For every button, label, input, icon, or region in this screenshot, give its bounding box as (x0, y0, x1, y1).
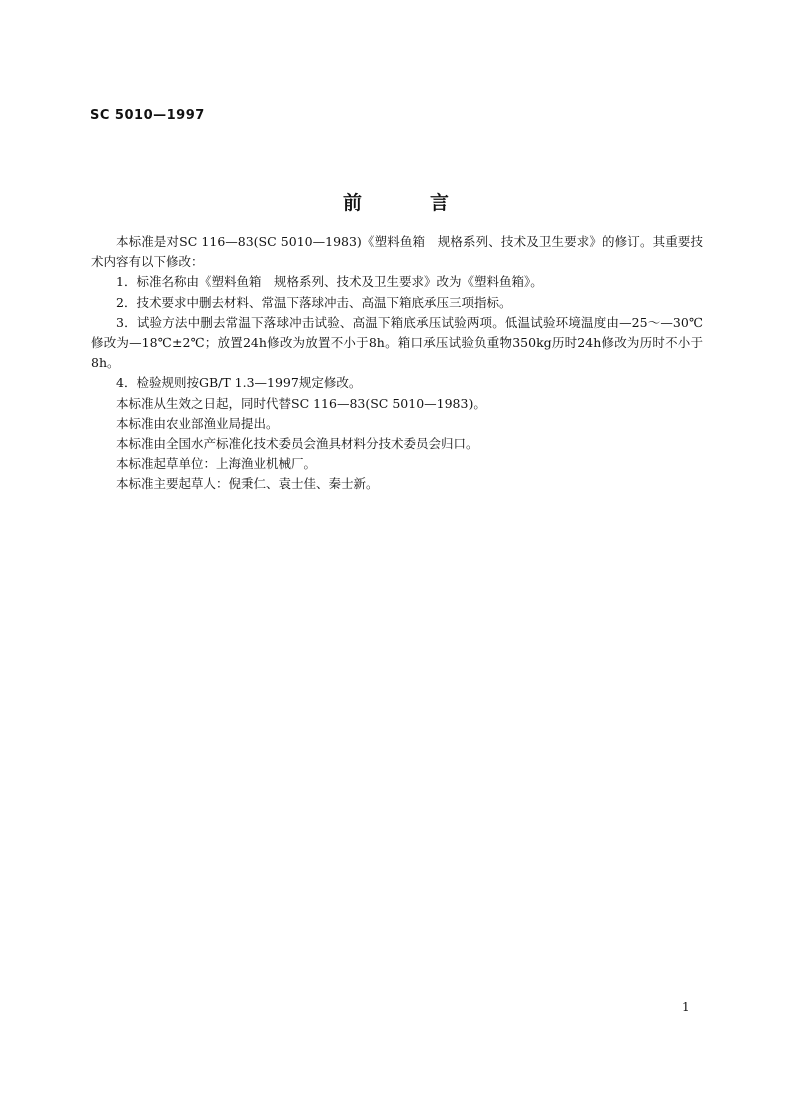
paragraph-drafting-unit: 本标准起草单位：上海渔业机械厂。 (116, 456, 317, 472)
paragraph-under-jurisdiction: 本标准由全国水产标准化技术委员会渔具材料分技术委员会归口。 (116, 436, 479, 452)
paragraph-change-4: 4．检验规则按GB/T 1.3—1997规定修改。 (116, 375, 362, 391)
paragraph-proposed-by: 本标准由农业部渔业局提出。 (116, 415, 279, 431)
paragraph-replaces: 本标准从生效之日起，同时代替SC 116—83(SC 5010—1983)。 (116, 395, 486, 411)
page-number: 1 (682, 1000, 690, 1014)
foreword-body (91, 232, 703, 495)
paragraph-change-3: 3．试验方法中删去常温下落球冲击试验、高温下箱底承压试验两项。低温试验环境温度由—25～—30℃修改为—18℃±2℃；放置24h修改为放置不小于8h。箱口承压试验负重物350kg历时24h修改为历时不小于8h。 (91, 314, 703, 371)
page-title: 前言 (342, 192, 517, 214)
paragraph-drafters: 本标准主要起草人：倪秉仁、袁士佳、秦士新。 (116, 476, 379, 492)
paragraph-change-2: 2．技术要求中删去材料、常温下落球冲击、高温下箱底承压三项指标。 (116, 294, 512, 310)
paragraph-intro: 本标准是对SC 116—83(SC 5010—1983)《塑料鱼箱 规格系列、技术及卫生要求》的修订。其重要技术内容有以下修改： (91, 234, 703, 270)
document-number: SC 5010—1997 (90, 108, 205, 123)
paragraph-change-1: 1．标准名称由《塑料鱼箱 规格系列、技术及卫生要求》改为《塑料鱼箱》。 (116, 274, 543, 290)
